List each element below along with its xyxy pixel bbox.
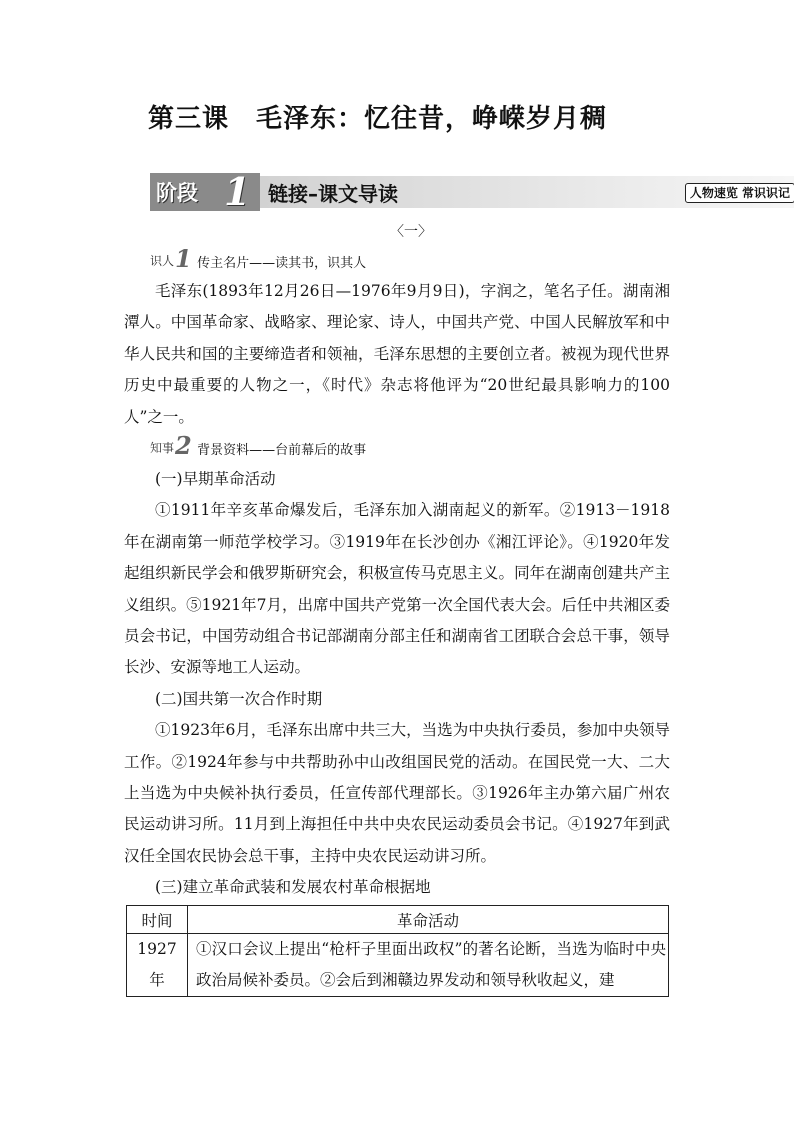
section-marker: 〈一〉 bbox=[390, 224, 432, 240]
subheading-text: 背景资料——台前幕后的故事 bbox=[197, 442, 367, 458]
bio-paragraph: 毛泽东(1893年12月26日—1976年9月9日)，字润之，笔名子任。湖南湘潭人。中国革命家、战略家、理论家、诗人，中国共产党、中国人民解放军和中华人民共和国的主要缔造者和领袖，毛泽东思想的主要创立者。被视为现代世界历史中最重要的人物之一，《时代》杂志将他评为“20世纪最具影响力的100人”之一。 bbox=[124, 282, 670, 426]
row-activity: ①汉口会议上提出“枪杆子里面出政权”的著名论断，当选为临时中央政治局候补委员。②会后到湘赣边界发动和领导秋收起义，建 bbox=[188, 934, 669, 997]
stage-tag: 人物速览 常识识记 bbox=[685, 183, 794, 203]
stage-badge bbox=[150, 169, 260, 214]
subheading-person-card bbox=[150, 244, 367, 273]
subheading-background bbox=[150, 431, 367, 460]
section-2-icon: 知事 2 bbox=[150, 431, 192, 460]
section-title-bases: (三)建立革命武装和发展农村革命根据地 bbox=[155, 878, 431, 897]
timeline-table bbox=[126, 905, 669, 997]
header-activity: 革命活动 bbox=[188, 906, 669, 934]
header-time: 时间 bbox=[127, 906, 188, 934]
table-header-row bbox=[127, 906, 669, 934]
stage-banner bbox=[150, 169, 794, 214]
early-activities-paragraph: ①1911年辛亥革命爆发后，毛泽东加入湖南起义的新军。②1913－1918年在湖南第一师范学校学习。③1919年在长沙创办《湘江评论》。④1920年发起组织新民学会和俄罗斯研究会，积极宣传马克思主义。同年在湖南创建共产主义组织。⑤1921年7月，出席中国共产党第一次全国代表大会。后任中共湘区委员会书记，中国劳动组合书记部湖南分部主任和湖南省工团联合会总干事，领导长沙、安源等地工人运动。 bbox=[124, 501, 670, 677]
page-title: 第三课 毛泽东：忆往昔，峥嵘岁月稠 bbox=[148, 104, 608, 134]
section-1-icon: 识人 1 bbox=[150, 244, 192, 273]
table-row bbox=[127, 934, 669, 997]
cooperation-paragraph: ①1923年6月，毛泽东出席中共三大，当选为中央执行委员，参加中央领导工作。②1924年参与中共帮助孙中山改组国民党的活动。在国民党一大、二大上当选为中央候补执行委员，任宣传部代理部长。③1926年主办第六届广州农民运动讲习所。11月到上海担任中共中央农民运动委员会书记。④1927年到武汉任全国农民协会总干事，主持中央农民运动讲习所。 bbox=[124, 721, 670, 865]
bio-paragraph-block bbox=[124, 276, 670, 433]
row-year: 1927年 bbox=[127, 934, 188, 997]
subheading-text: 传主名片——读其书，识其人 bbox=[197, 255, 367, 271]
background-body bbox=[124, 464, 670, 904]
stage-label: 链接–课文导读 bbox=[268, 182, 398, 206]
stage-number: 1 bbox=[224, 169, 251, 214]
stage-word: 阶段 bbox=[156, 181, 198, 205]
section-title-cooperation: (二)国共第一次合作时期 bbox=[155, 689, 323, 708]
section-title-early: (一)早期革命活动 bbox=[155, 470, 276, 488]
